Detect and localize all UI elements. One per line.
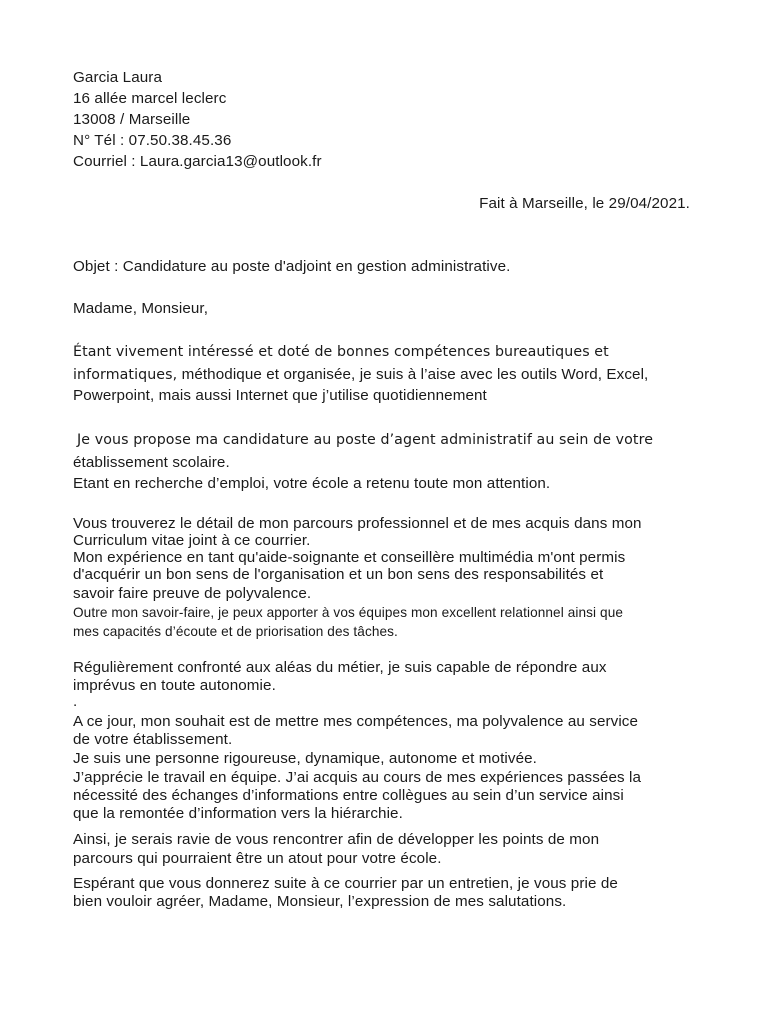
subject-line: Objet : Candidature au poste d'adjoint en gestion administrative. — [73, 258, 511, 275]
paragraph-line: savoir faire preuve de polyvalence. — [73, 585, 312, 602]
paragraph-line: Curriculum vitae joint à ce courrier. — [73, 532, 311, 549]
paragraph-fragment: informatiques, — [73, 367, 178, 383]
paragraph-line: établissement scolaire. — [73, 454, 230, 471]
paragraph-line: mes capacités d’écoute et de priorisation des tâches. — [73, 624, 398, 639]
paragraph-line: Outre mon savoir-faire, je peux apporter à vos équipes mon excellent relationnel ainsi que — [73, 605, 624, 620]
paragraph-line: que la remontée d’information vers la hiérarchie. — [73, 805, 403, 822]
paragraph-line: Ainsi, je serais ravie de vous rencontrer afin de développer les points de mon — [73, 831, 600, 848]
paragraph-line: de votre établissement. — [73, 731, 233, 748]
paragraph-line: Je suis une personne rigoureuse, dynamique, autonome et motivée. — [73, 750, 537, 767]
paragraph-line: Mon expérience en tant qu'aide-soignante et conseillère multimédia m'ont permis — [73, 549, 626, 566]
paragraph-line: nécessité des échanges d’informations entre collègues au sein d’un service ainsi — [73, 787, 624, 804]
paragraph-line: A ce jour, mon souhait est de mettre mes compétences, ma polyvalence au service — [73, 713, 639, 730]
paragraph-fragment: méthodique et organisée, je suis à l’aise avec les outils Word, Excel, — [177, 366, 649, 383]
paragraph-line: . — [73, 693, 78, 710]
sender-name: Garcia Laura — [73, 69, 162, 86]
paragraph-line: J’apprécie le travail en équipe. J’ai acquis au cours de mes expériences passées la — [73, 769, 642, 786]
paragraph-line: Etant en recherche d’emploi, votre école a retenu toute mon attention. — [73, 475, 551, 492]
paragraph-line — [73, 366, 648, 384]
sender-phone: N° Tél : 07.50.38.45.36 — [73, 132, 232, 149]
sender-street: 16 allée marcel leclerc — [73, 90, 227, 107]
paragraph-line: parcours qui pourraient être un atout pour votre école. — [73, 850, 442, 867]
sender-city: 13008 / Marseille — [73, 111, 191, 128]
sender-email: Courriel : Laura.garcia13@outlook.fr — [73, 153, 322, 170]
paragraph-line: Powerpoint, mais aussi Internet que j’utilise quotidiennement — [73, 387, 487, 404]
paragraph-line: Régulièrement confronté aux aléas du métier, je suis capable de répondre aux — [73, 659, 607, 676]
place-date: Fait à Marseille, le 29/04/2021. — [479, 195, 690, 212]
paragraph-line: Espérant que vous donnerez suite à ce courrier par un entretien, je vous prie de — [73, 875, 618, 892]
paragraph-line: Étant vivement intéressé et doté de bonnes compétences bureautiques et — [73, 344, 609, 360]
paragraph-line: imprévus en toute autonomie. — [73, 677, 276, 694]
paragraph-line: d'acquérir un bon sens de l'organisation et un bon sens des responsabilités et — [73, 566, 604, 583]
paragraph-line: Je vous propose ma candidature au poste d’agent administratif au sein de votre — [77, 432, 654, 448]
paragraph-line: Vous trouverez le détail de mon parcours professionnel et de mes acquis dans mon — [73, 515, 642, 532]
paragraph-line: bien vouloir agréer, Madame, Monsieur, l’expression de mes salutations. — [73, 893, 567, 910]
salutation: Madame, Monsieur, — [73, 300, 209, 317]
